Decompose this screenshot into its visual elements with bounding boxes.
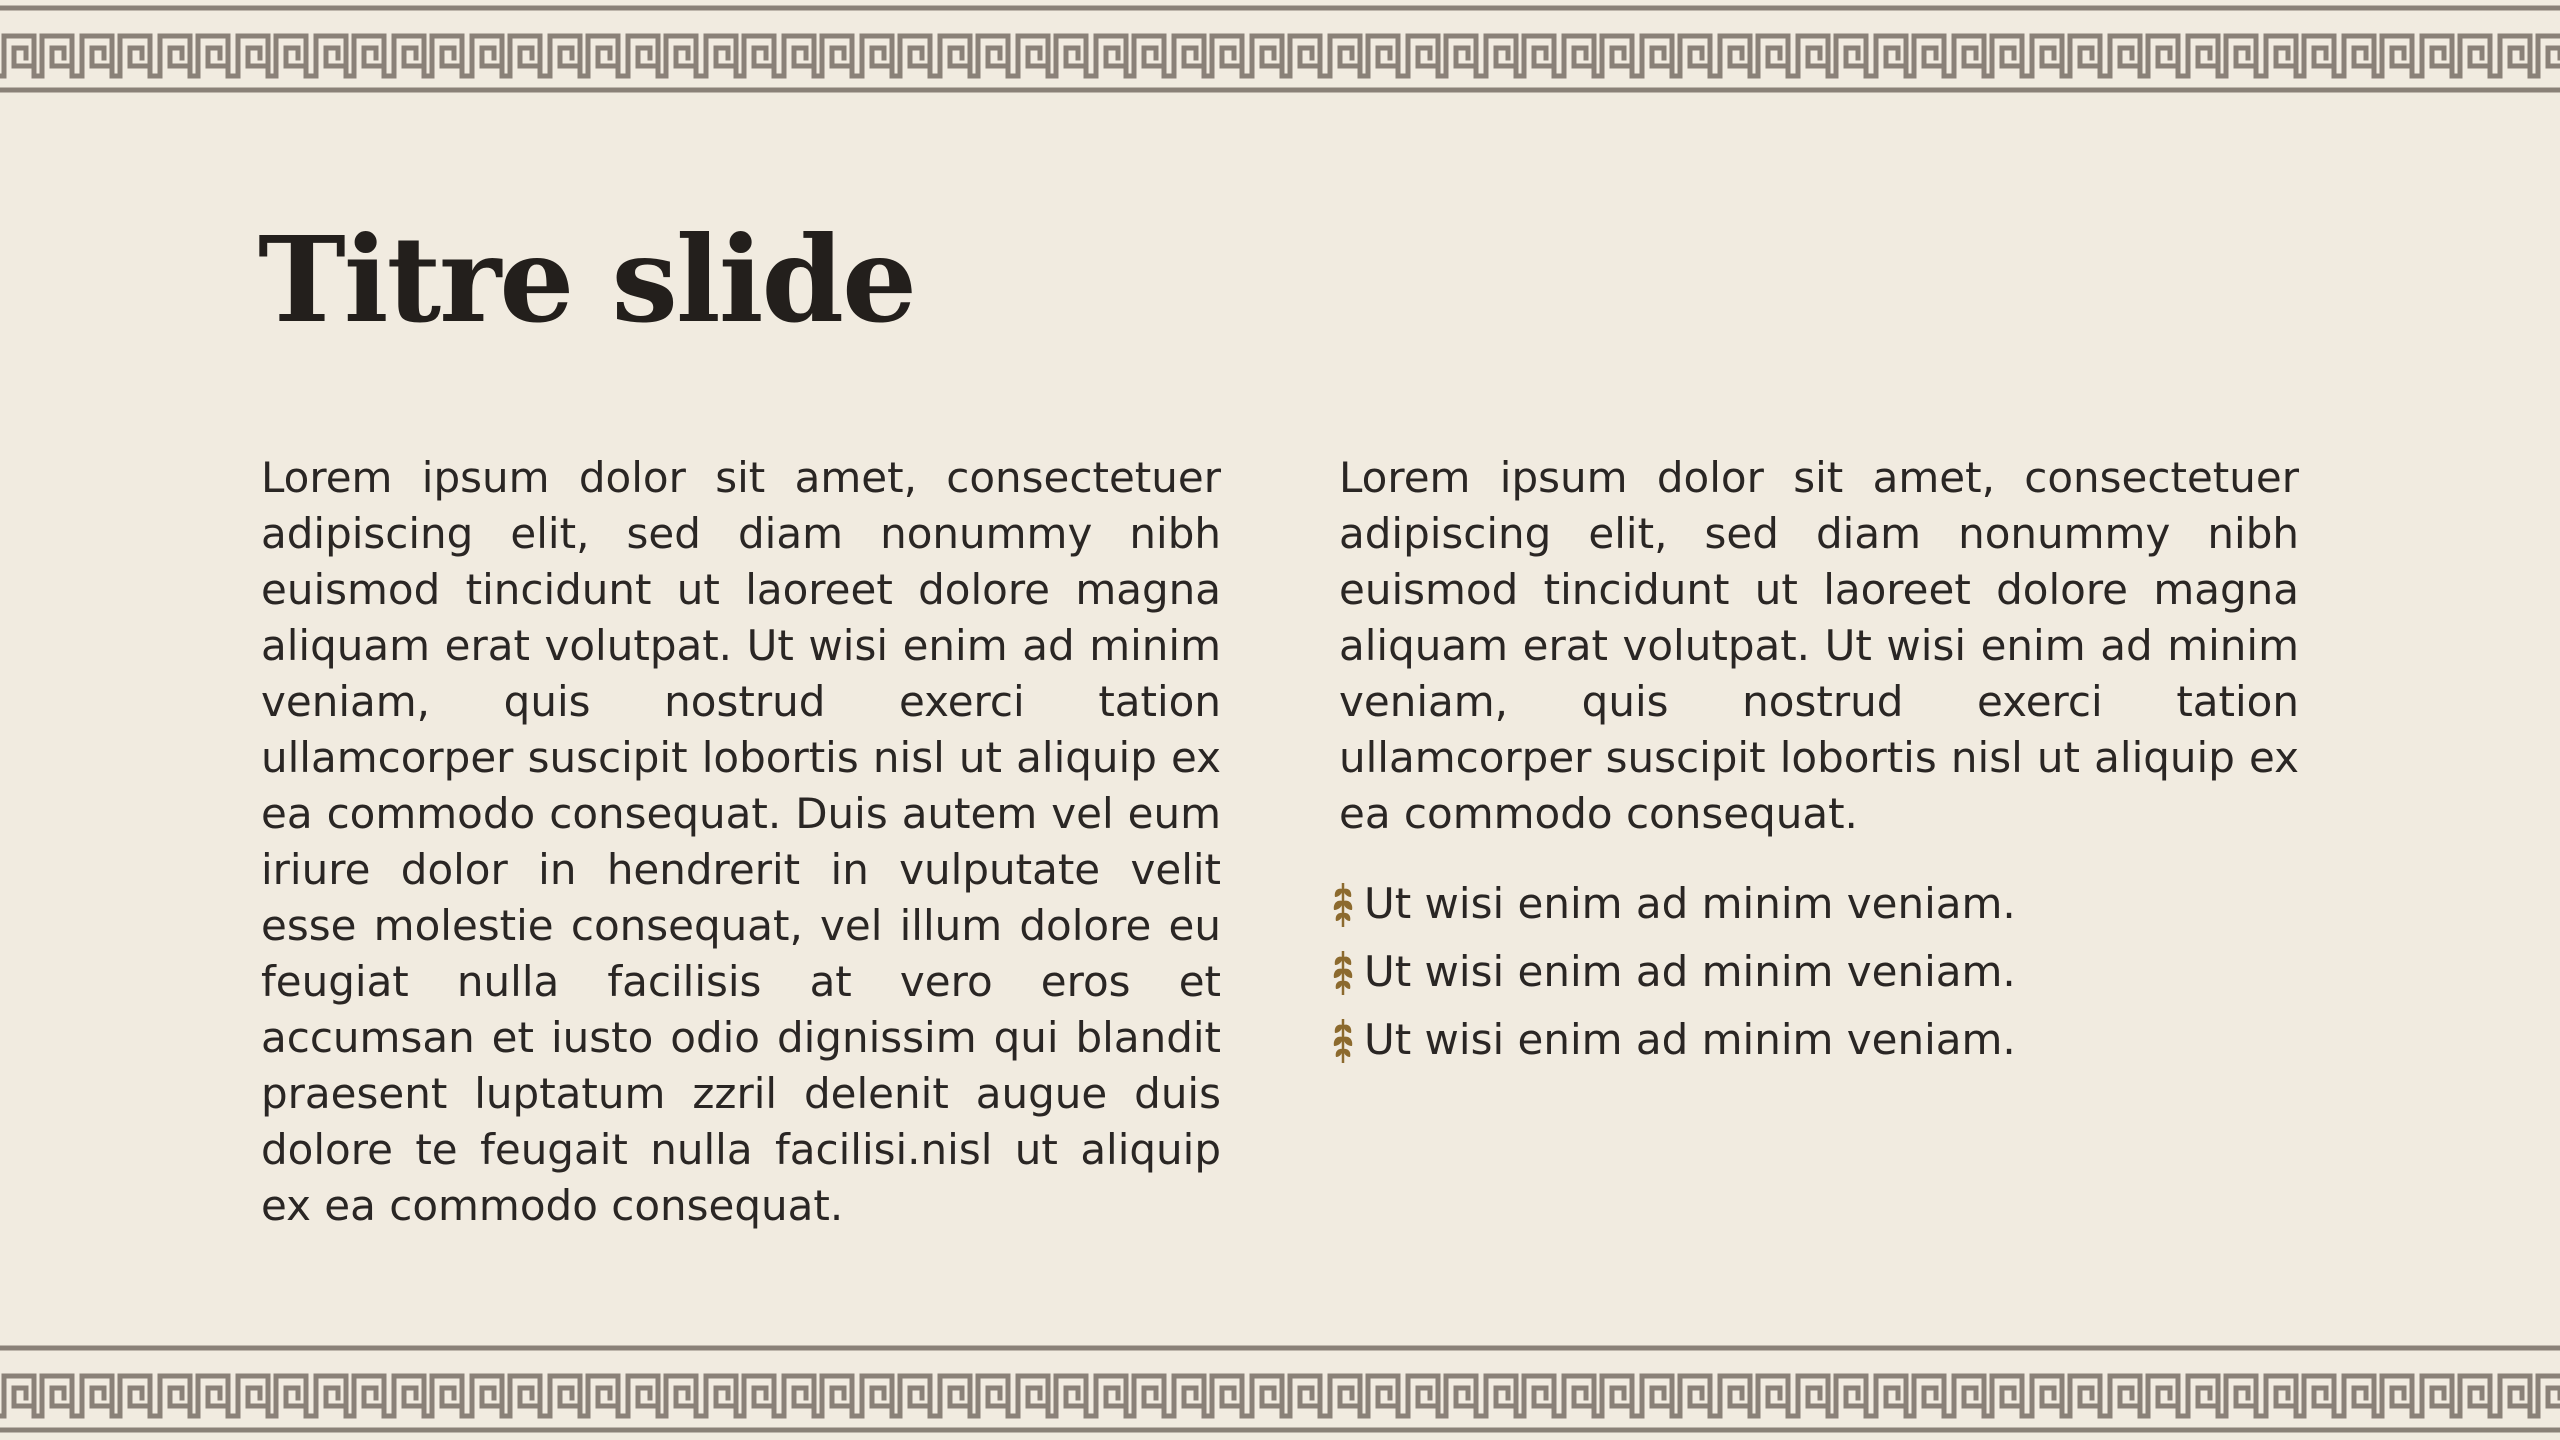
- greek-key-border-top: [0, 0, 2560, 100]
- right-column-paragraph: Lorem ipsum dolor sit amet, consectetuer adipiscing elit, sed diam nonummy nibh euismod tincidunt ut laoreet dolore magna aliquam erat volutpat. Ut wisi enim ad minim veniam, quis nostrud exerci tation ullamcorper suscipit lobortis nisl ut aliquip ex ea commodo consequat.: [1339, 453, 2299, 838]
- laurel-leaf-icon: [1330, 1015, 1356, 1065]
- bullet-item: [1330, 870, 2330, 938]
- left-column-paragraph: Lorem ipsum dolor sit amet, consectetuer adipiscing elit, sed diam nonummy nibh euismod tincidunt ut laoreet dolore magna aliquam erat volutpat. Ut wisi enim ad minim veniam, quis nostrud exerci tation ullamcorper suscipit lobortis nisl ut aliquip ex ea commodo consequat. Duis autem vel eum iriure dolor in hendrerit in vulputate velit esse molestie consequat, vel illum dolore eu feugiat nulla facilisis at vero eros et accumsan et iusto odio dignissim qui blandit praesent luptatum zzril delenit augue duis dolore te feugait nulla facilisi.nisl ut aliquip ex ea commodo consequat.: [261, 453, 1221, 1230]
- slide-title: Titre slide: [258, 210, 916, 349]
- laurel-leaf-icon: [1330, 947, 1356, 997]
- bullet-text: Ut wisi enim ad minim veniam.: [1364, 1015, 2016, 1064]
- bullet-text: Ut wisi enim ad minim veniam.: [1364, 947, 2016, 996]
- greek-key-border-bottom: [0, 1340, 2560, 1440]
- bullet-list: [1330, 870, 2330, 1074]
- laurel-leaf-icon: [1330, 879, 1356, 929]
- bullet-item: [1330, 938, 2330, 1006]
- bullet-item: [1330, 1006, 2330, 1074]
- bullet-text: Ut wisi enim ad minim veniam.: [1364, 879, 2016, 928]
